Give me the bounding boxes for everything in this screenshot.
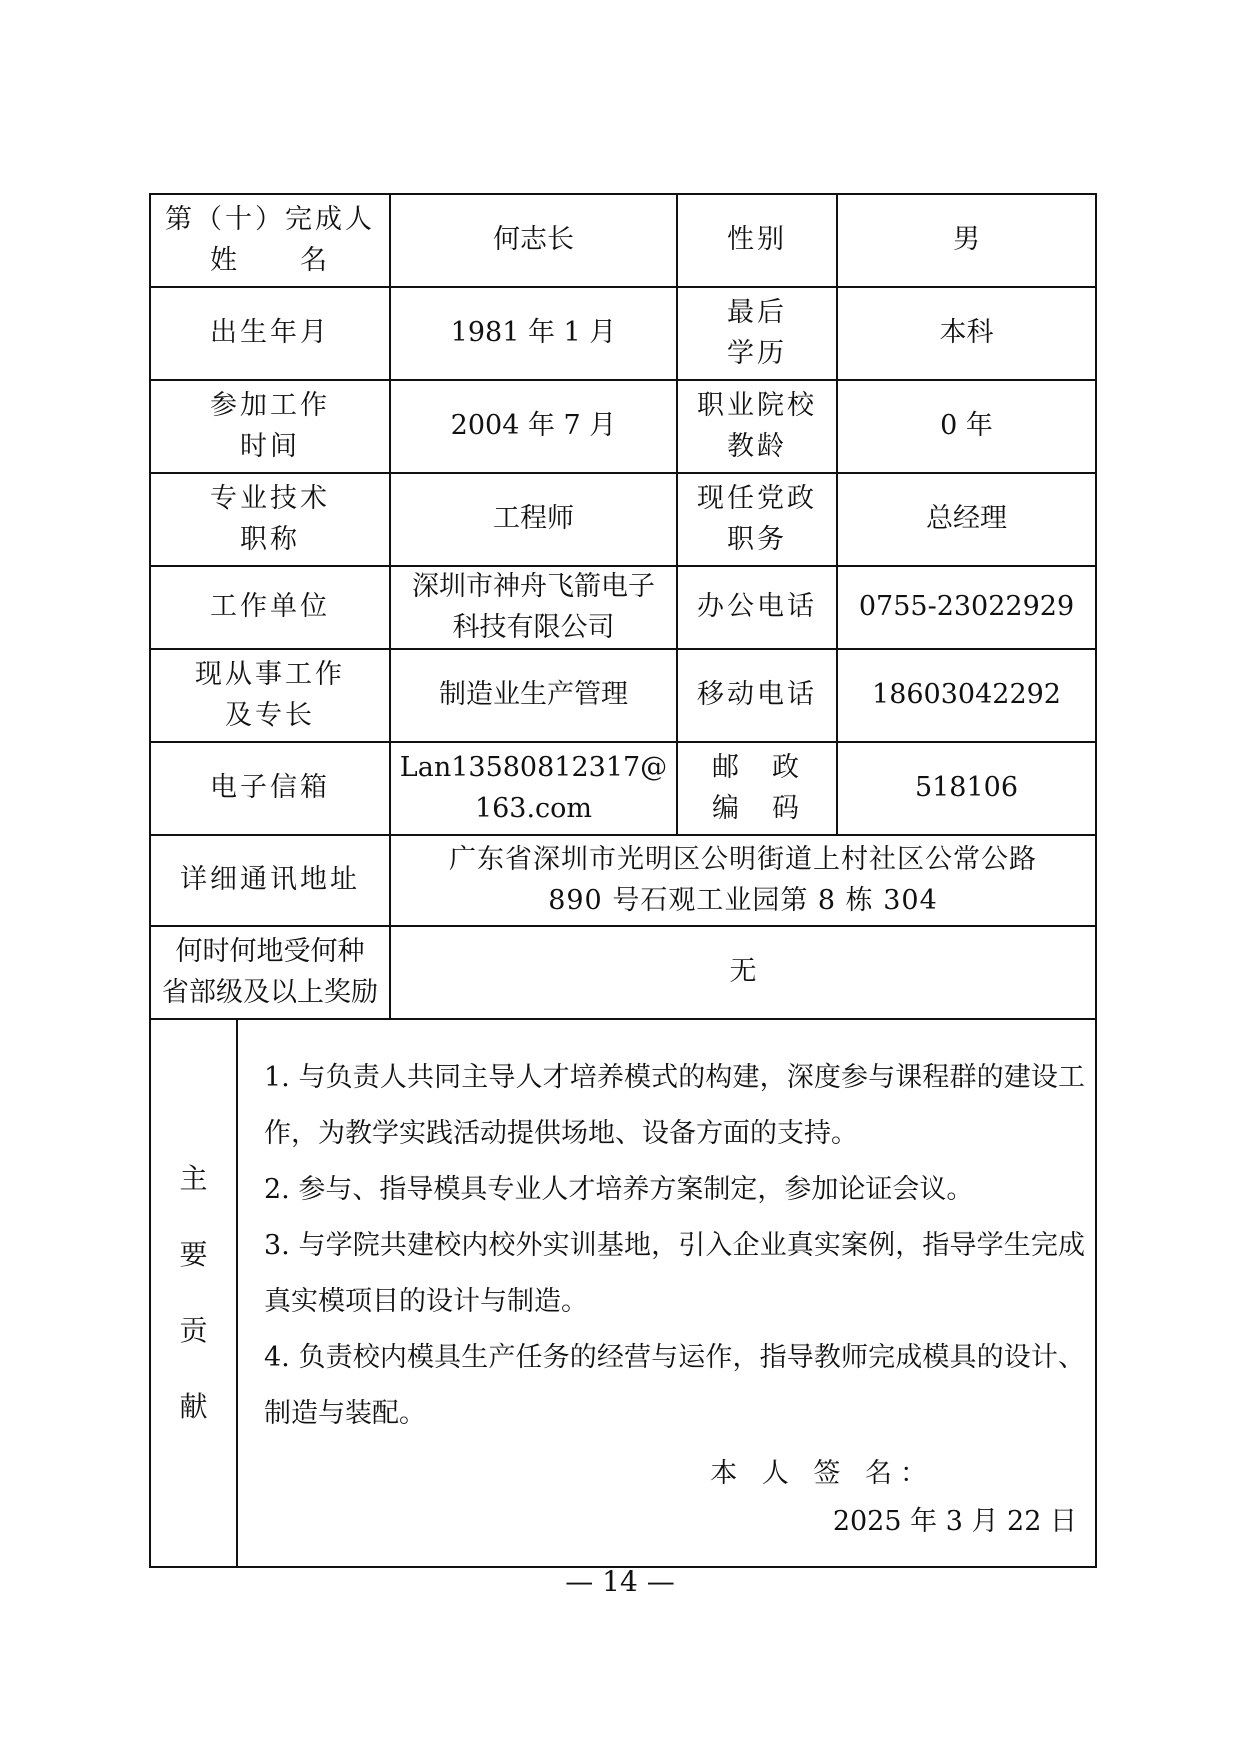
value-position: 总经理 [837, 473, 1096, 566]
label-education: 最后 学历 [677, 287, 837, 380]
signature-block [264, 1450, 1085, 1546]
label-job: 现从事工作 及专长 [150, 649, 390, 742]
label-address: 详细通讯地址 [150, 835, 390, 926]
signature-label: 本 人 签 名： [710, 1458, 935, 1489]
value-email: Lan13580812317@ 163.com [390, 742, 677, 835]
row-title [150, 473, 1096, 566]
value-awards: 无 [390, 926, 1096, 1019]
label-mobile: 移动电话 [677, 649, 837, 742]
registration-form-table [149, 193, 1097, 1568]
contribution-item: 1. 与负责人共同主导人才培养模式的构建，深度参与课程群的建设工作，为教学实践活动提供场地、设备方面的支持。 [264, 1062, 1085, 1149]
row-unit [150, 566, 1096, 649]
value-address: 广东省深圳市光明区公明街道上村社区公常公路 890 号石观工业园第 8 栋 304 [390, 835, 1096, 926]
contribution-content [237, 1019, 1096, 1567]
row-email [150, 742, 1096, 835]
value-job: 制造业生产管理 [390, 649, 677, 742]
value-tech-title: 工程师 [390, 473, 677, 566]
row-awards [150, 926, 1096, 1019]
value-mobile: 18603042292 [837, 649, 1096, 742]
contribution-item: 2. 参与、指导模具专业人才培养方案制定，参加论证会议。 [264, 1174, 974, 1205]
label-postcode: 邮 政 编 码 [677, 742, 837, 835]
value-office-phone: 0755-23022929 [837, 566, 1096, 649]
label-email: 电子信箱 [150, 742, 390, 835]
row-address [150, 835, 1096, 926]
value-unit: 深圳市神舟飞箭电子 科技有限公司 [390, 566, 677, 649]
label-contribution: 主 要 贡 献 [150, 1019, 237, 1567]
value-birth: 1981 年 1 月 [390, 287, 677, 380]
value-gender: 男 [837, 194, 1096, 287]
row-birth [150, 287, 1096, 380]
signature-date: 2025 年 3 月 22 日 [832, 1506, 1077, 1537]
label-gender: 性别 [677, 194, 837, 287]
label-name: 第（十）完成人 姓 名 [150, 194, 390, 287]
value-work-start: 2004 年 7 月 [390, 380, 677, 473]
row-job [150, 649, 1096, 742]
value-postcode: 518106 [837, 742, 1096, 835]
label-work-start: 参加工作 时间 [150, 380, 390, 473]
label-awards: 何时何地受何种 省部级及以上奖励 [150, 926, 390, 1019]
value-teaching-years: 0 年 [837, 380, 1096, 473]
label-tech-title: 专业技术 职称 [150, 473, 390, 566]
label-unit: 工作单位 [150, 566, 390, 649]
label-birth: 出生年月 [150, 287, 390, 380]
label-teaching-years: 职业院校 教龄 [677, 380, 837, 473]
page-number: — 14 — [565, 1565, 675, 1598]
value-name: 何志长 [390, 194, 677, 287]
value-education: 本科 [837, 287, 1096, 380]
row-work-start [150, 380, 1096, 473]
row-contribution [150, 1019, 1096, 1567]
contribution-item: 4. 负责校内模具生产任务的经营与运作，指导教师完成模具的设计、制造与装配。 [264, 1342, 1085, 1429]
label-office-phone: 办公电话 [677, 566, 837, 649]
row-name [150, 194, 1096, 287]
label-position: 现任党政 职务 [677, 473, 837, 566]
contribution-item: 3. 与学院共建校内校外实训基地，引入企业真实案例，指导学生完成真实模项目的设计与制造。 [264, 1230, 1085, 1317]
